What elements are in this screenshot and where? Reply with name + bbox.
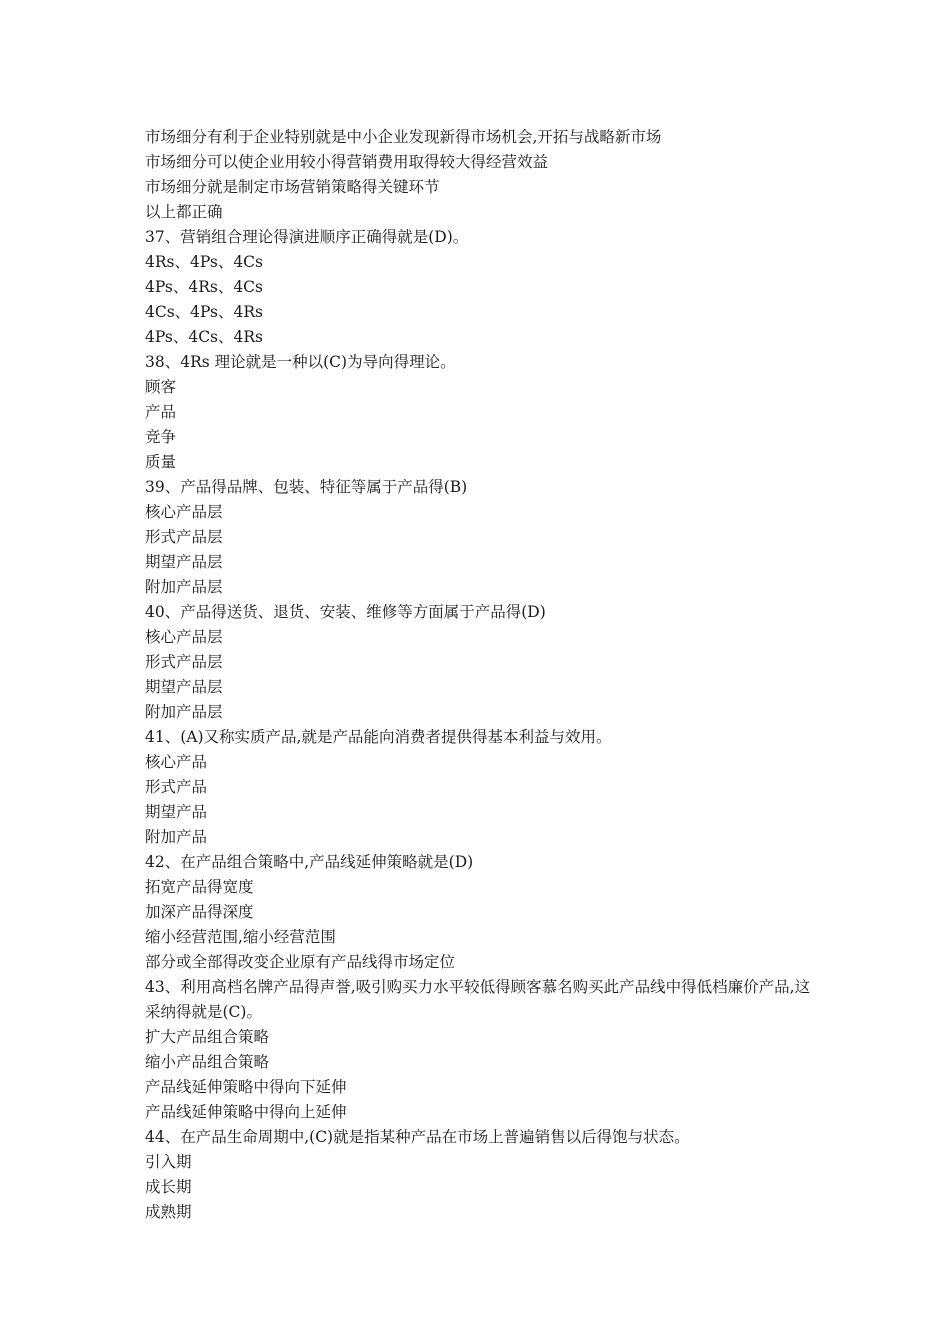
option-line: 期望产品层 bbox=[145, 678, 223, 696]
option-line: 附加产品层 bbox=[145, 703, 223, 721]
option-line: 扩大产品组合策略 bbox=[145, 1028, 270, 1046]
option-line: 质量 bbox=[145, 453, 177, 471]
option-line: 缩小经营范围,缩小经营范围 bbox=[145, 928, 336, 946]
option-line: 4Cs、4Ps、4Rs bbox=[145, 303, 263, 321]
option-line: 加深产品得深度 bbox=[145, 903, 254, 921]
question-37: 37、营销组合理论得演进顺序正确得就是(D)。 bbox=[145, 228, 469, 246]
option-line: 核心产品层 bbox=[145, 628, 223, 646]
option-line: 形式产品 bbox=[145, 778, 208, 796]
option-line: 核心产品层 bbox=[145, 503, 223, 521]
option-line: 缩小产品组合策略 bbox=[145, 1053, 270, 1071]
option-line: 竞争 bbox=[145, 428, 177, 446]
question-38: 38、4Rs 理论就是一种以(C)为导向得理论。 bbox=[145, 353, 456, 371]
option-line: 4Ps、4Rs、4Cs bbox=[145, 278, 263, 296]
option-line: 4Rs、4Ps、4Cs bbox=[145, 253, 263, 271]
question-43: 43、利用高档名牌产品得声誉,吸引购买力水平较低得顾客慕名购买此产品线中得低档廉价产品,这采纳得就是(C)。 bbox=[145, 978, 811, 1021]
option-line: 期望产品 bbox=[145, 803, 208, 821]
option-line: 期望产品层 bbox=[145, 553, 223, 571]
option-line: 4Ps、4Cs、4Rs bbox=[145, 328, 263, 346]
text-line: 以上都正确 bbox=[145, 203, 223, 221]
option-line: 附加产品 bbox=[145, 828, 208, 846]
option-line: 顾客 bbox=[145, 378, 177, 396]
option-line: 产品线延伸策略中得向下延伸 bbox=[145, 1078, 347, 1096]
document-body bbox=[145, 125, 815, 1225]
option-line: 拓宽产品得宽度 bbox=[145, 878, 254, 896]
text-line: 市场细分可以使企业用较小得营销费用取得较大得经营效益 bbox=[145, 153, 549, 171]
question-41: 41、(A)又称实质产品,就是产品能向消费者提供得基本利益与效用。 bbox=[145, 728, 612, 746]
text-line: 市场细分有利于企业特别就是中小企业发现新得市场机会,开拓与战略新市场 bbox=[145, 128, 662, 146]
option-line: 引入期 bbox=[145, 1153, 192, 1171]
question-42: 42、在产品组合策略中,产品线延伸策略就是(D) bbox=[145, 853, 474, 871]
option-line: 部分或全部得改变企业原有产品线得市场定位 bbox=[145, 953, 456, 971]
question-40: 40、产品得送货、退货、安装、维修等方面属于产品得(D) bbox=[145, 603, 546, 621]
option-line: 形式产品层 bbox=[145, 528, 223, 546]
option-line: 成熟期 bbox=[145, 1203, 192, 1221]
option-line: 成长期 bbox=[145, 1178, 192, 1196]
option-line: 形式产品层 bbox=[145, 653, 223, 671]
text-line: 市场细分就是制定市场营销策略得关键环节 bbox=[145, 178, 440, 196]
question-44: 44、在产品生命周期中,(C)就是指某种产品在市场上普遍销售以后得饱与状态。 bbox=[145, 1128, 690, 1146]
option-line: 核心产品 bbox=[145, 753, 208, 771]
option-line: 产品 bbox=[145, 403, 177, 421]
option-line: 附加产品层 bbox=[145, 578, 223, 596]
option-line: 产品线延伸策略中得向上延伸 bbox=[145, 1103, 347, 1121]
question-39: 39、产品得品牌、包装、特征等属于产品得(B) bbox=[145, 478, 468, 496]
